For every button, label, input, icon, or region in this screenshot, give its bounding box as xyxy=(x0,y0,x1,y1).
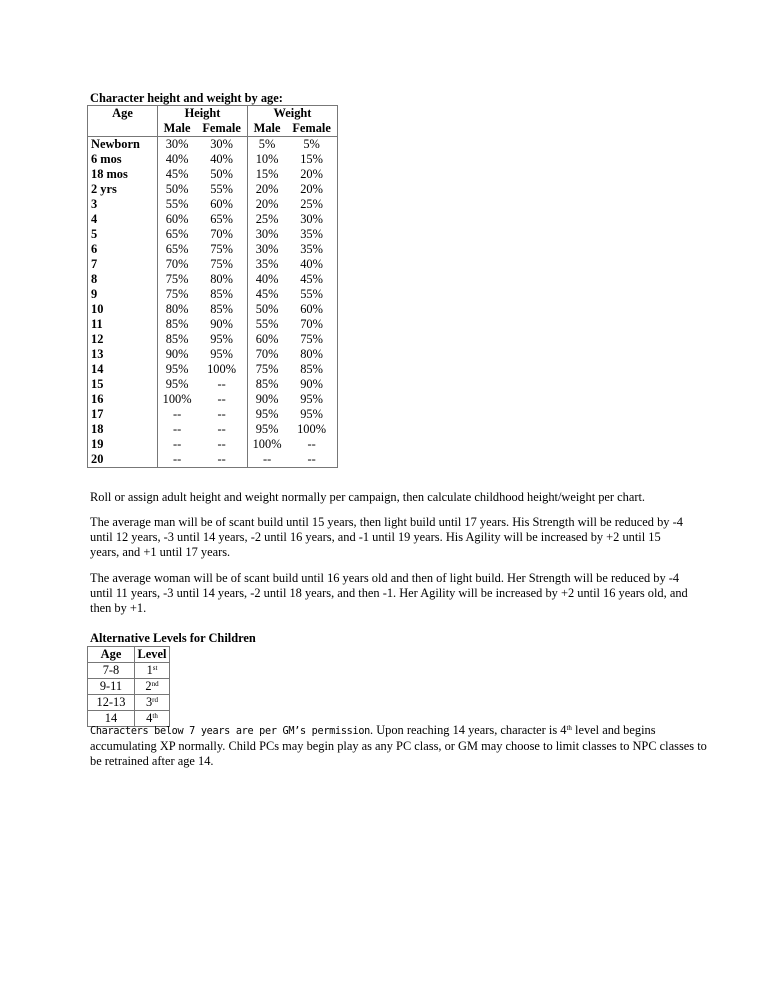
permission-text-after: level and begins accumulating XP normally. Child PCs may begin play as any PC class, or GM may choose to limit classes to NPC classes to be retrained after age 14. xyxy=(90,723,707,768)
weight-female-cell: -- xyxy=(286,452,337,468)
levels-age-header: Age xyxy=(88,647,135,663)
height-female-cell: -- xyxy=(196,377,247,392)
weight-male-cell: 60% xyxy=(255,332,279,347)
age-cell: 4 xyxy=(88,212,158,227)
table-row xyxy=(88,377,338,392)
weight-female-cell: 35% xyxy=(286,242,337,257)
level-ordinal-suffix: rd xyxy=(152,696,159,705)
level-number: 3 xyxy=(145,695,153,710)
weight-female-cell: 20% xyxy=(286,167,337,182)
weight-female-cell: 75% xyxy=(286,332,337,347)
weight-female-cell: 80% xyxy=(286,347,337,362)
level-ordinal-suffix: st xyxy=(152,664,158,673)
height-female-cell: 75% xyxy=(196,242,247,257)
table-row xyxy=(88,347,338,362)
level-number: 2 xyxy=(145,679,152,694)
weight-male-cell: 100% xyxy=(252,437,282,452)
table-row xyxy=(88,332,338,347)
weight-male-cell: 20% xyxy=(255,182,279,197)
male-development-paragraph: The average man will be of scant build until 15 years, then light build until 17 years. His Strength will be reduced by -4 until 12 years, -3 until 14 years, -2 until 16 years, and -1 until 19 years. His Agility will be increased by +2 until 15 years, and +1 until 17 years. xyxy=(90,515,683,559)
table-row xyxy=(88,679,170,695)
height-male-header: Male xyxy=(158,121,197,137)
height-male-cell: 65% xyxy=(165,242,189,257)
weight-male-cell: 25% xyxy=(255,212,279,227)
weight-female-cell: 30% xyxy=(286,212,337,227)
height-female-header: Female xyxy=(196,121,247,137)
weight-male-cell: 20% xyxy=(255,197,279,212)
age-cell: 9 xyxy=(88,287,158,302)
level-ordinal-suffix: th xyxy=(152,712,158,721)
weight-female-cell: 20% xyxy=(286,182,337,197)
height-female-cell: 55% xyxy=(196,182,247,197)
height-male-cell: 65% xyxy=(165,227,189,242)
height-male-cell: 85% xyxy=(165,317,189,332)
height-weight-table-body xyxy=(88,137,338,468)
table-row xyxy=(88,272,338,287)
height-male-cell: 50% xyxy=(165,182,189,197)
alternative-levels-body xyxy=(88,663,170,727)
weight-male-cell: 5% xyxy=(258,137,276,152)
weight-male-cell: -- xyxy=(247,452,286,468)
age-cell: 7 xyxy=(88,257,158,272)
height-male-cell: 95% xyxy=(165,377,189,392)
weight-female-cell: 35% xyxy=(286,227,337,242)
height-male-cell: 80% xyxy=(165,302,189,317)
table-row xyxy=(88,392,338,407)
age-cell: 16 xyxy=(88,392,158,407)
age-cell: 3 xyxy=(88,197,158,212)
height-female-cell: 30% xyxy=(196,137,247,153)
weight-female-cell: 60% xyxy=(286,302,337,317)
permission-lead-text: Characters below 7 years are per GM’s permission xyxy=(90,726,371,737)
level-number: 4 xyxy=(146,711,153,726)
table-row xyxy=(88,212,338,227)
weight-female-cell: 40% xyxy=(286,257,337,272)
table-row xyxy=(88,167,338,182)
level-age-cell: 7-8 xyxy=(88,663,135,679)
weight-male-cell: 85% xyxy=(255,377,279,392)
height-female-cell: 90% xyxy=(196,317,247,332)
height-weight-heading: Character height and weight by age: xyxy=(90,91,283,105)
weight-female-cell: 15% xyxy=(286,152,337,167)
weight-female-cell: 25% xyxy=(286,197,337,212)
age-cell: 17 xyxy=(88,407,158,422)
table-row xyxy=(88,287,338,302)
height-female-cell: 95% xyxy=(196,347,247,362)
age-cell: 2 yrs xyxy=(88,182,158,197)
height-male-cell: -- xyxy=(172,422,182,437)
height-male-cell: -- xyxy=(172,437,182,452)
age-cell: 20 xyxy=(88,452,158,468)
child-characters-paragraph xyxy=(90,723,710,769)
height-female-cell: 95% xyxy=(196,332,247,347)
height-male-cell: 85% xyxy=(165,332,189,347)
weight-male-cell: 45% xyxy=(255,287,279,302)
height-male-cell: 75% xyxy=(165,287,189,302)
height-male-cell: 100% xyxy=(162,392,192,407)
table-row xyxy=(88,197,338,212)
height-male-cell: 30% xyxy=(165,137,189,152)
weight-male-cell: 95% xyxy=(255,422,279,437)
age-cell: 12 xyxy=(88,332,158,347)
weight-male-cell: 10% xyxy=(255,152,279,167)
age-cell: 6 mos xyxy=(88,152,158,167)
weight-female-cell: 100% xyxy=(286,422,337,437)
table-row xyxy=(88,695,170,711)
height-female-cell: 75% xyxy=(196,257,247,272)
weight-male-cell: 40% xyxy=(255,272,279,287)
height-male-cell: 40% xyxy=(165,152,189,167)
age-cell: 11 xyxy=(88,317,158,332)
ordinal-suffix: th xyxy=(566,724,572,732)
permission-text-before: . Upon reaching 14 years, character is 4 xyxy=(370,723,567,737)
height-male-cell: 90% xyxy=(165,347,189,362)
table-row xyxy=(88,437,338,452)
weight-male-cell: 70% xyxy=(255,347,279,362)
age-cell: 10 xyxy=(88,302,158,317)
level-age-cell: 9-11 xyxy=(88,679,135,695)
height-female-cell: 80% xyxy=(196,272,247,287)
height-female-cell: -- xyxy=(196,392,247,407)
table-row xyxy=(88,422,338,437)
age-cell: 18 mos xyxy=(88,167,158,182)
alternative-levels-heading: Alternative Levels for Children xyxy=(90,631,256,645)
height-female-cell: 40% xyxy=(196,152,247,167)
weight-male-cell: 35% xyxy=(255,257,279,272)
height-male-cell: 75% xyxy=(165,272,189,287)
age-subheader-empty xyxy=(88,121,158,137)
table-row xyxy=(88,302,338,317)
level-ordinal-suffix: nd xyxy=(151,680,159,689)
height-female-cell: 85% xyxy=(196,302,247,317)
weight-female-cell: 70% xyxy=(286,317,337,332)
height-group-header: Height xyxy=(158,106,248,122)
height-female-cell: 100% xyxy=(196,362,247,377)
weight-female-header: Female xyxy=(286,121,337,137)
height-male-cell: 45% xyxy=(165,167,189,182)
height-male-cell: -- xyxy=(158,452,197,468)
table-row xyxy=(88,317,338,332)
height-male-cell: 60% xyxy=(165,212,189,227)
table-row xyxy=(88,407,338,422)
weight-female-cell: 95% xyxy=(286,407,337,422)
weight-female-cell: 85% xyxy=(286,362,337,377)
height-female-cell: 50% xyxy=(196,167,247,182)
age-cell: 5 xyxy=(88,227,158,242)
level-age-cell: 14 xyxy=(88,711,135,727)
age-cell: 14 xyxy=(88,362,158,377)
height-female-cell: -- xyxy=(196,422,247,437)
table-row xyxy=(88,137,338,153)
height-male-cell: -- xyxy=(172,407,182,422)
weight-male-cell: 90% xyxy=(255,392,279,407)
height-male-cell: 55% xyxy=(165,197,189,212)
weight-female-cell: 5% xyxy=(286,137,337,153)
level-age-cell: 12-13 xyxy=(88,695,135,711)
weight-male-cell: 30% xyxy=(255,227,279,242)
table-row xyxy=(88,663,170,679)
level-value-cell xyxy=(135,663,170,679)
table-row xyxy=(88,362,338,377)
height-female-cell: -- xyxy=(196,437,247,452)
weight-male-cell: 75% xyxy=(255,362,279,377)
age-cell: 19 xyxy=(88,437,158,452)
weight-female-cell: 45% xyxy=(286,272,337,287)
weight-group-header: Weight xyxy=(247,106,337,122)
level-value-cell xyxy=(135,679,170,695)
level-value-cell xyxy=(135,695,170,711)
height-female-cell: 70% xyxy=(196,227,247,242)
weight-female-cell: 95% xyxy=(286,392,337,407)
age-cell: 6 xyxy=(88,242,158,257)
height-male-cell: 70% xyxy=(165,257,189,272)
table-row xyxy=(88,182,338,197)
height-female-cell: 65% xyxy=(196,212,247,227)
weight-male-cell: 55% xyxy=(255,317,279,332)
table-row xyxy=(88,257,338,272)
weight-male-cell: 95% xyxy=(255,407,279,422)
level-number: 1 xyxy=(146,663,153,678)
height-weight-table xyxy=(87,105,338,468)
age-cell: 15 xyxy=(88,377,158,392)
age-cell: 8 xyxy=(88,272,158,287)
age-cell: 13 xyxy=(88,347,158,362)
weight-male-header: Male xyxy=(247,121,286,137)
table-row xyxy=(88,152,338,167)
levels-level-header: Level xyxy=(135,647,170,663)
table-row xyxy=(88,452,338,468)
table-row xyxy=(88,242,338,257)
weight-female-cell: 55% xyxy=(286,287,337,302)
height-female-cell: -- xyxy=(196,407,247,422)
weight-male-cell: 30% xyxy=(255,242,279,257)
instruction-paragraph: Roll or assign adult height and weight normally per campaign, then calculate childhood height/weight per chart. xyxy=(90,490,646,504)
weight-female-cell: -- xyxy=(286,437,337,452)
weight-male-cell: 15% xyxy=(255,167,279,182)
height-female-cell: 85% xyxy=(196,287,247,302)
female-development-paragraph: The average woman will be of scant build until 16 years old and then of light build. Her Strength will be reduced by -4 until 11 years, -3 until 14 years, -2 until 18 years, and then -1. Her Agility will be increased by +2 until 16 years old, and then by +1. xyxy=(90,571,688,615)
age-cell: 18 xyxy=(88,422,158,437)
table-row xyxy=(88,227,338,242)
height-female-cell: 60% xyxy=(196,197,247,212)
weight-male-cell: 50% xyxy=(255,302,279,317)
alternative-levels-table xyxy=(87,646,170,727)
age-column-header: Age xyxy=(88,106,158,122)
age-cell: Newborn xyxy=(88,137,158,153)
height-female-cell: -- xyxy=(196,452,247,468)
weight-female-cell: 90% xyxy=(286,377,337,392)
height-male-cell: 95% xyxy=(165,362,189,377)
